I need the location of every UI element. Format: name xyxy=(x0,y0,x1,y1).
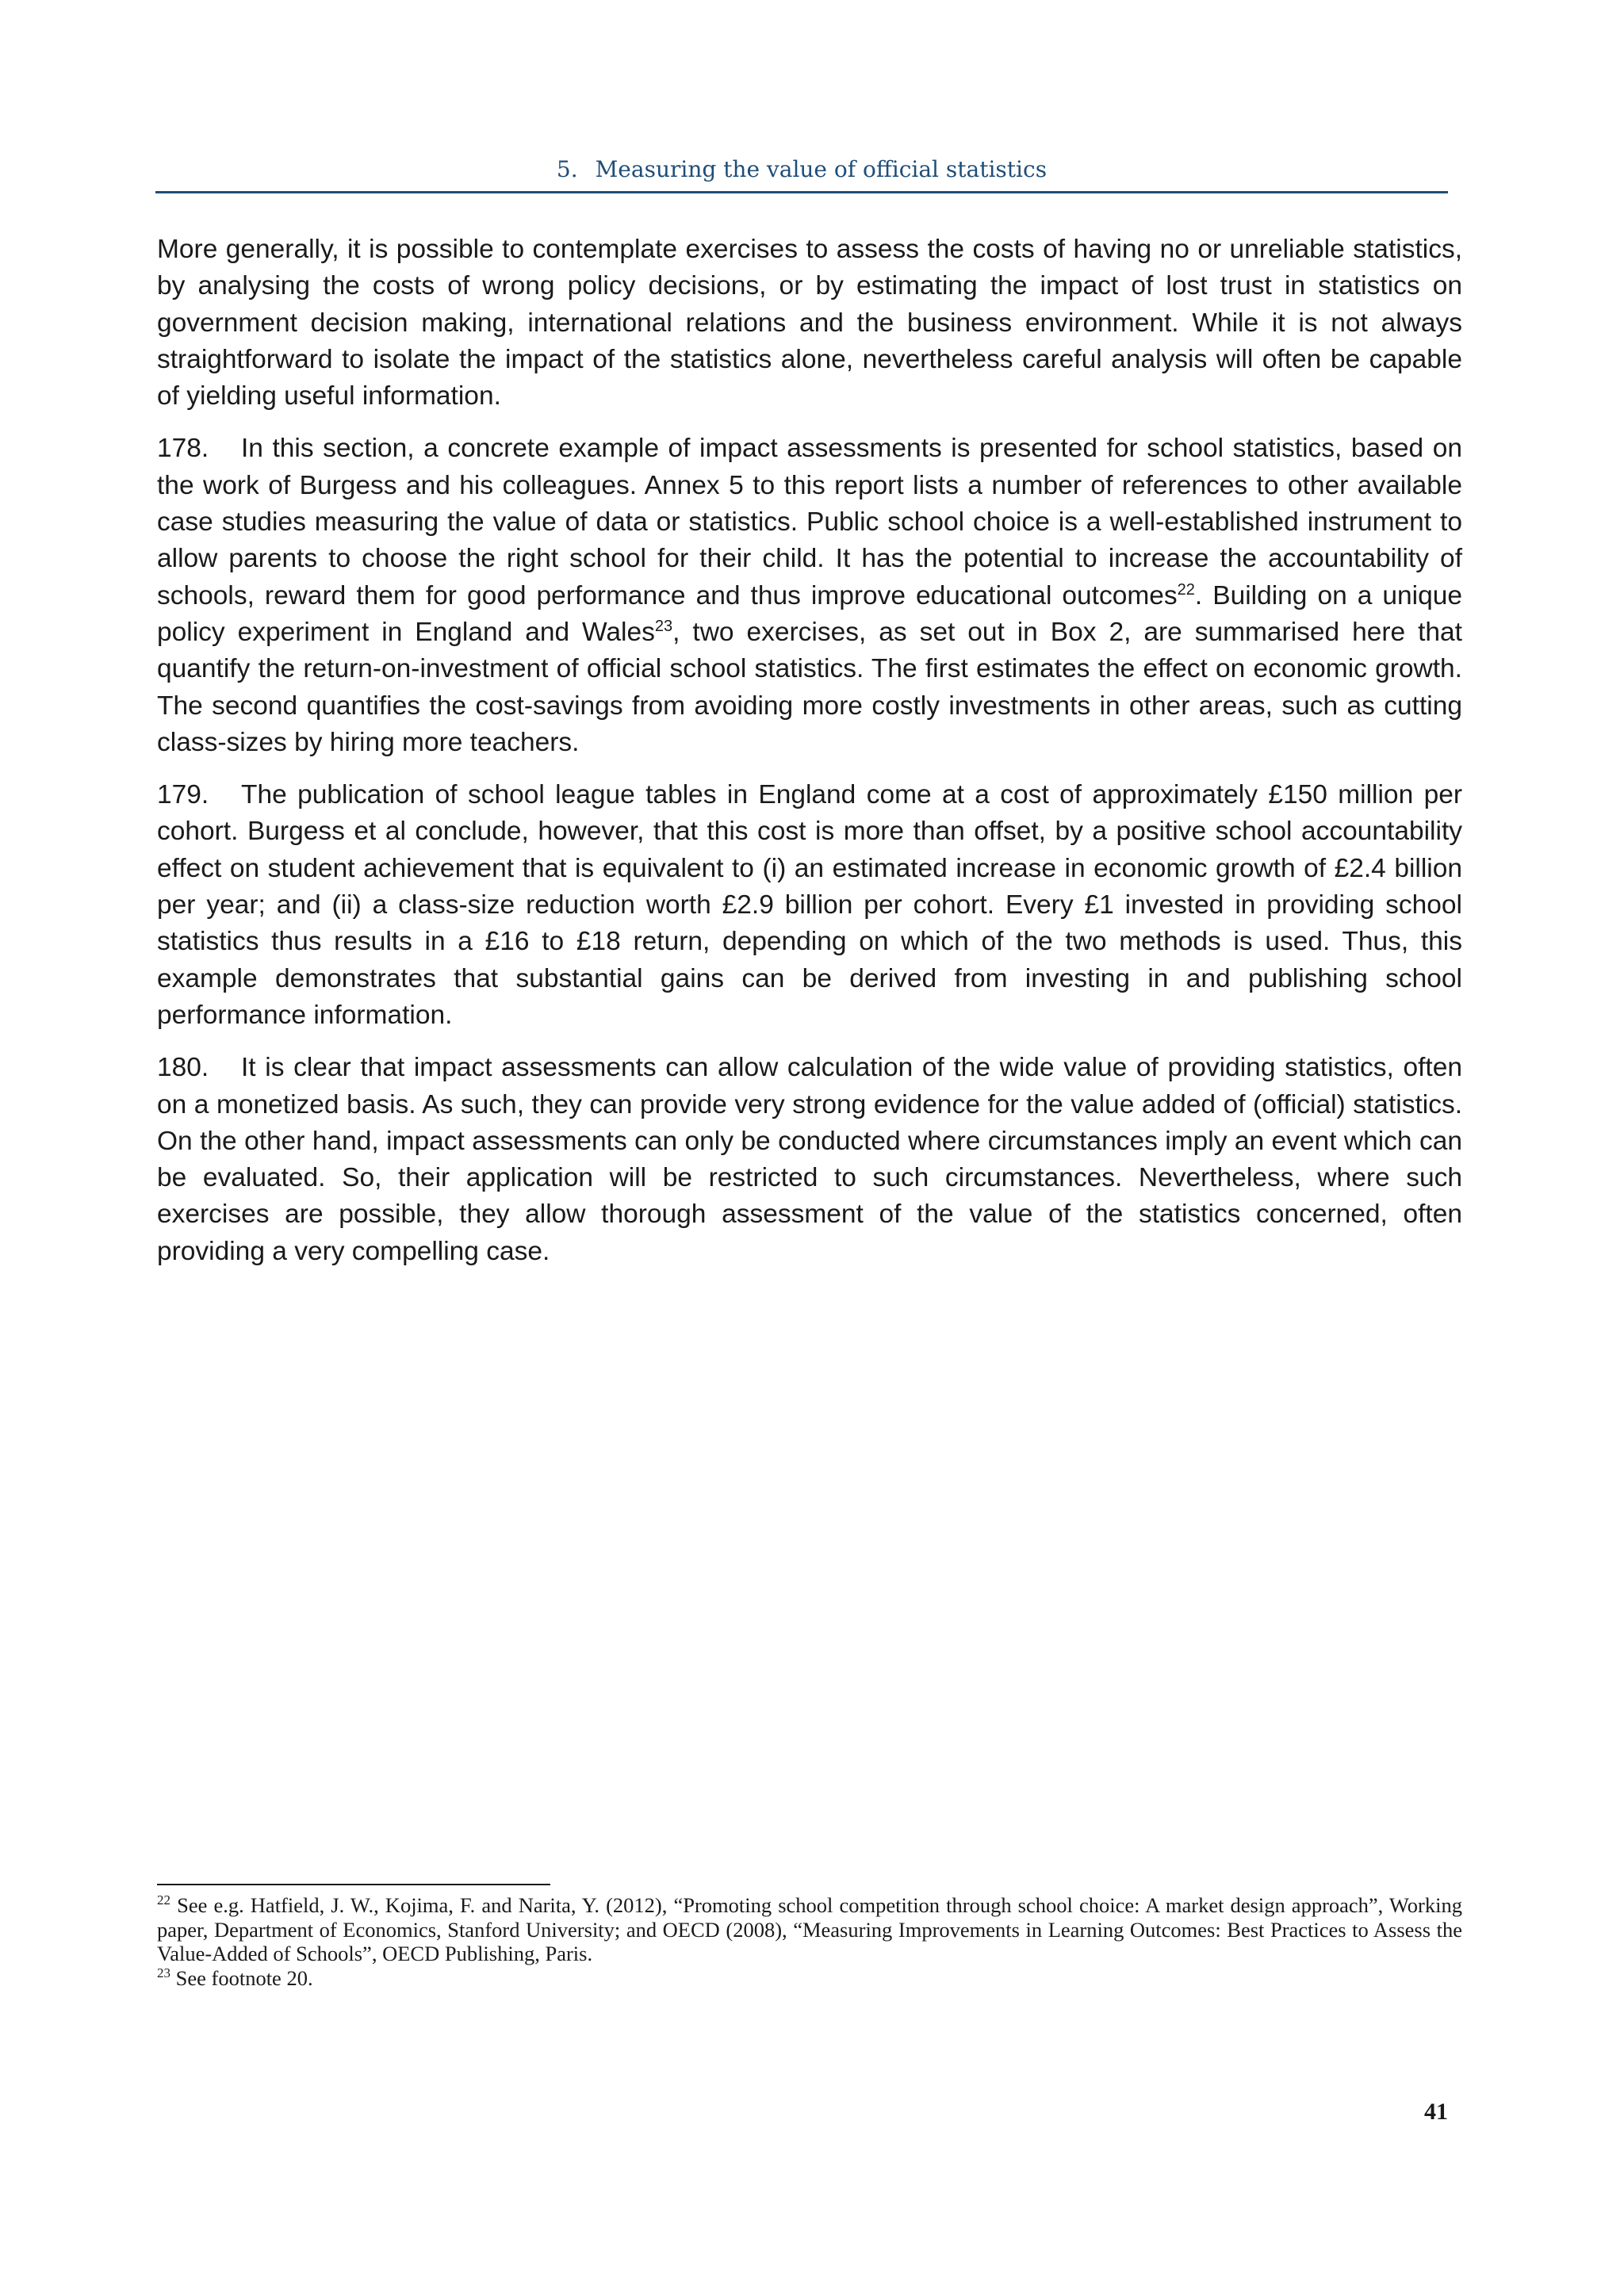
footnote-text: See e.g. Hatfield, J. W., Kojima, F. and Narita, Y. (2012), “Promoting school competition through school choice: A market design approach”, Working paper, Department of Economics, Stanford University; and OECD (2008), “Measuring Improvements in Learning Outcomes: Best Practices to Assess the Value-Added of Schools”, OECD Publishing, Paris. xyxy=(157,1893,1462,1965)
footnote-separator xyxy=(157,1884,550,1885)
paragraph-text: , two exercises, as set out in Box 2, are summarised here that quantify the return-on-investment of official school statistics. The first estimates the effect on economic growth. The second quantifies the cost-savings from avoiding more costly investments in other areas, such as cutting class-sizes by hiring more teachers. xyxy=(157,617,1462,757)
footnote-22 xyxy=(157,1893,1462,1966)
paragraph-text: The publication of school league tables in England come at a cost of approximately £150 million per cohort. Burgess et al conclude, however, that this cost is more than offset, by a positive school accountability effect on student achievement that is equivalent to (i) an estimated increase in economic growth of £2.4 billion per year; and (ii) a class-size reduction worth £2.9 billion per cohort. Every £1 invested in providing school statistics thus results in a £16 to £18 return, depending on which of the two methods is used. Thus, this example demonstrates that substantial gains can be derived from investing in and publishing school performance information. xyxy=(157,780,1462,1030)
chapter-title: Measuring the value of official statistics xyxy=(595,156,1048,182)
page-number: 41 xyxy=(1424,2099,1448,2125)
footnote-text: See footnote 20. xyxy=(175,1965,313,1990)
paragraph-180 xyxy=(157,1050,1462,1270)
footnote-reference[interactable]: 22 xyxy=(1177,580,1195,599)
header-rule xyxy=(155,191,1448,193)
paragraph-text: More generally, it is possible to contemplate exercises to assess the costs of having no or unreliable statistics, by analysing the costs of wrong policy decisions, or by estimating the impact of lost trust in statistics on government decision making, international relations and the business environment. While it is not always straightforward to isolate the impact of the statistics alone, nevertheless careful analysis will often be capable of yielding useful information. xyxy=(157,235,1462,411)
chapter-number: 5. xyxy=(556,156,578,182)
footnote-23 xyxy=(157,1966,1462,1991)
paragraph-text: In this section, a concrete example of impact assessments is presented for school statistics, based on the work of Burgess and his colleagues. Annex 5 to this report lists a number of references to other available case studies measuring the value of data or statistics. Public school choice is a well-established instrument to allow parents to choose the right school for their child. It has the potential to increase the accountability of schools, reward them for good performance and thus improve educational outcomes xyxy=(157,434,1462,610)
paragraph-178 xyxy=(157,430,1462,761)
paragraph-number: 180. xyxy=(157,1053,209,1083)
paragraph-number: 178. xyxy=(157,434,209,464)
paragraph-text: It is clear that impact assessments can allow calculation of the wide value of providing statistics, often on a monetized basis. As such, they can provide very strong evidence for the value added of (official) statistics. On the other hand, impact assessments can only be conducted where circumstances imply an event which can be evaluated. So, their application will be restricted to such circumstances. Nevertheless, where such exercises are possible, they allow thorough assessment of the value of the statistics concerned, often providing a very compelling case. xyxy=(157,1053,1462,1266)
paragraph-number: 179. xyxy=(157,780,209,810)
paragraph-179 xyxy=(157,777,1462,1034)
paragraph-text: . Building on a unique policy experiment in England and Wales xyxy=(157,580,1462,647)
body-text xyxy=(157,232,1462,1286)
footnote-reference[interactable]: 23 xyxy=(654,617,673,635)
running-header xyxy=(155,155,1448,184)
footnote-marker: 23 xyxy=(157,1965,170,1980)
footnotes xyxy=(157,1893,1462,1990)
paragraph-intro xyxy=(157,232,1462,415)
footnote-marker: 22 xyxy=(157,1892,170,1908)
